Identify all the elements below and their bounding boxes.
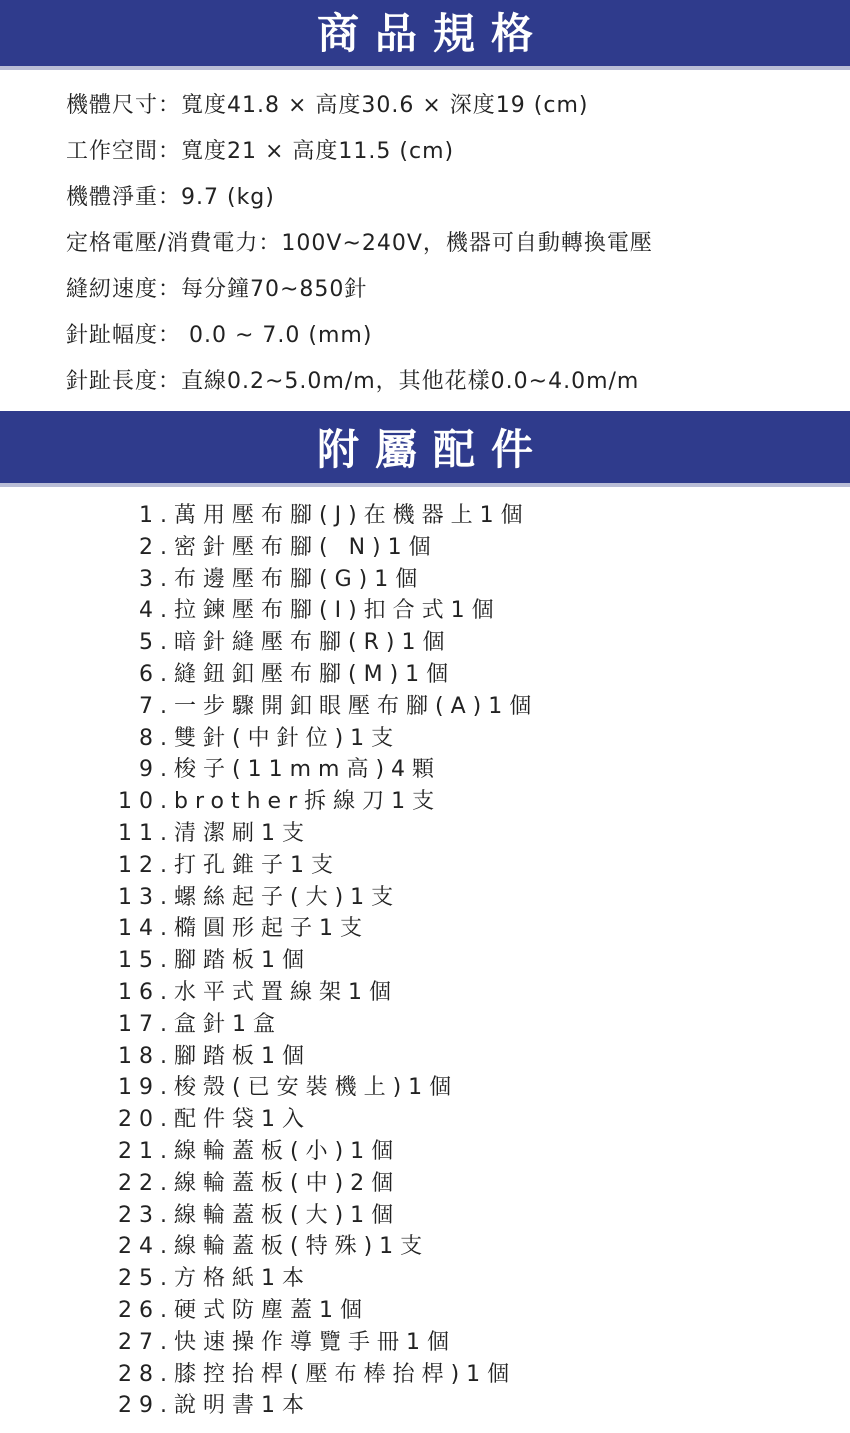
accessory-number: 20. (118, 1107, 174, 1133)
accessory-item (102, 1072, 538, 1104)
accessory-number: 8. (139, 725, 174, 751)
accessory-number: 6. (139, 661, 174, 687)
accessory-number: 15. (118, 948, 174, 974)
accessory-number: 5. (139, 630, 174, 656)
accessory-item (102, 1295, 538, 1327)
accessory-number: 21. (118, 1138, 174, 1164)
accessory-number: 11. (118, 820, 174, 846)
accessory-text: 線輪蓋板(小)1個 (174, 1138, 401, 1164)
accessory-text: 線輪蓋板(特殊)1支 (174, 1234, 430, 1260)
accessory-item (102, 754, 538, 786)
specs-list (66, 86, 653, 408)
accessory-text: 一步驟開釦眼壓布腳(A)1個 (174, 693, 539, 719)
accessory-text: 縫鈕釦壓布腳(M)1個 (174, 661, 456, 687)
specs-section-header (0, 0, 850, 70)
specs-section-title: 商品規格 (316, 9, 549, 58)
accessory-item (102, 1009, 538, 1041)
accessory-number: 2. (139, 534, 174, 560)
accessory-item (102, 977, 538, 1009)
accessory-text: 清潔刷1支 (174, 820, 311, 846)
accessory-item (102, 786, 538, 818)
accessory-item (102, 1200, 538, 1232)
accessory-number: 12. (118, 852, 174, 878)
accessory-text: 布邊壓布腳(G)1個 (174, 566, 425, 592)
spec-row: 工作空間：寬度21 × 高度11.5 (cm) (66, 139, 455, 164)
accessory-text: 暗針縫壓布腳(R)1個 (174, 630, 452, 656)
accessory-number: 13. (118, 884, 174, 910)
accessory-text: 盒針1盒 (174, 1011, 282, 1037)
accessory-number: 25. (118, 1266, 174, 1292)
accessory-text: 快速操作導覽手冊1個 (174, 1329, 456, 1355)
accessory-number: 28. (118, 1361, 174, 1387)
accessory-text: 拉鍊壓布腳(I)扣合式1個 (174, 598, 501, 624)
accessory-item (102, 627, 538, 659)
accessory-number: 4. (139, 598, 174, 624)
accessory-item (102, 691, 538, 723)
accessory-number: 24. (118, 1234, 174, 1260)
accessory-text: 方格紙1本 (174, 1266, 311, 1292)
spec-row: 縫紉速度：每分鐘70~850針 (66, 277, 368, 302)
accessory-number: 19. (118, 1075, 174, 1101)
accessory-number: 29. (118, 1393, 174, 1419)
accessory-text: 螺絲起子(大)1支 (174, 884, 401, 910)
accessory-text: 說明書1本 (174, 1393, 311, 1419)
accessory-number: 14. (118, 916, 174, 942)
accessory-number: 9. (139, 757, 174, 783)
accessory-item (102, 1168, 538, 1200)
accessory-text: 配件袋1入 (174, 1107, 311, 1133)
accessory-text: 打孔錐子1支 (174, 852, 340, 878)
accessory-text: 密針壓布腳( N)1個 (174, 534, 438, 560)
spec-row: 針趾幅度： 0.0 ~ 7.0 (mm) (66, 323, 373, 348)
accessory-number: 1. (139, 503, 174, 528)
accessory-item (102, 1041, 538, 1073)
spec-row: 機體尺寸：寬度41.8 × 高度30.6 × 深度19 (cm) (66, 93, 589, 118)
accessory-text: 萬用壓布腳(J)在機器上1個 (174, 503, 530, 528)
accessory-item (102, 564, 538, 596)
accessory-number: 23. (118, 1202, 174, 1228)
accessory-text: 硬式防塵蓋1個 (174, 1297, 369, 1323)
accessory-number: 10. (118, 789, 174, 815)
accessory-number: 7. (139, 693, 174, 719)
accessory-text: 腳踏板1個 (174, 1043, 311, 1069)
accessory-item (102, 1136, 538, 1168)
accessory-item (102, 1327, 538, 1359)
accessory-number: 17. (118, 1011, 174, 1037)
spec-row: 機體淨重：9.7 (kg) (66, 185, 275, 210)
accessory-number: 27. (118, 1329, 174, 1355)
accessory-item (102, 1359, 538, 1391)
accessory-item (102, 532, 538, 564)
spec-row: 針趾長度：直線0.2~5.0m/m，其他花樣0.0~4.0m/m (66, 369, 640, 394)
accessory-number: 16. (118, 979, 174, 1005)
accessory-number: 18. (118, 1043, 174, 1069)
accessory-text: 線輪蓋板(大)1個 (174, 1202, 401, 1228)
accessory-text: 膝控抬桿(壓布棒抬桿)1個 (174, 1361, 517, 1387)
accessory-text: 水平式置線架1個 (174, 979, 398, 1005)
accessories-section-header (0, 411, 850, 487)
accessory-text: 梭子(11mm高)4顆 (174, 757, 442, 783)
accessory-item (102, 945, 538, 977)
accessory-text: 橢圓形起子1支 (174, 916, 369, 942)
accessory-number: 3. (139, 566, 174, 592)
accessory-text: 雙針(中針位)1支 (174, 725, 401, 751)
accessory-item (102, 882, 538, 914)
accessory-text: brother拆線刀1支 (174, 789, 442, 815)
accessory-item (102, 913, 538, 945)
accessory-text: 梭殼(已安裝機上)1個 (174, 1075, 459, 1101)
spec-row: 定格電壓/消費電力：100V~240V，機器可自動轉換電壓 (66, 231, 653, 256)
accessory-number: 26. (118, 1297, 174, 1323)
accessory-item (102, 595, 538, 627)
accessory-text: 線輪蓋板(中)2個 (174, 1170, 401, 1196)
accessory-text: 腳踏板1個 (174, 948, 311, 974)
accessories-section-title: 附屬配件 (316, 425, 549, 474)
accessory-item (102, 1263, 538, 1295)
accessory-item (102, 850, 538, 882)
accessory-item (102, 818, 538, 850)
accessory-item (102, 1104, 538, 1136)
accessory-item (102, 723, 538, 755)
accessory-item (102, 659, 538, 691)
accessory-item (102, 1231, 538, 1263)
accessories-list (102, 500, 538, 1422)
accessory-item (102, 500, 538, 532)
accessory-number: 22. (118, 1170, 174, 1196)
accessory-item (102, 1390, 538, 1422)
